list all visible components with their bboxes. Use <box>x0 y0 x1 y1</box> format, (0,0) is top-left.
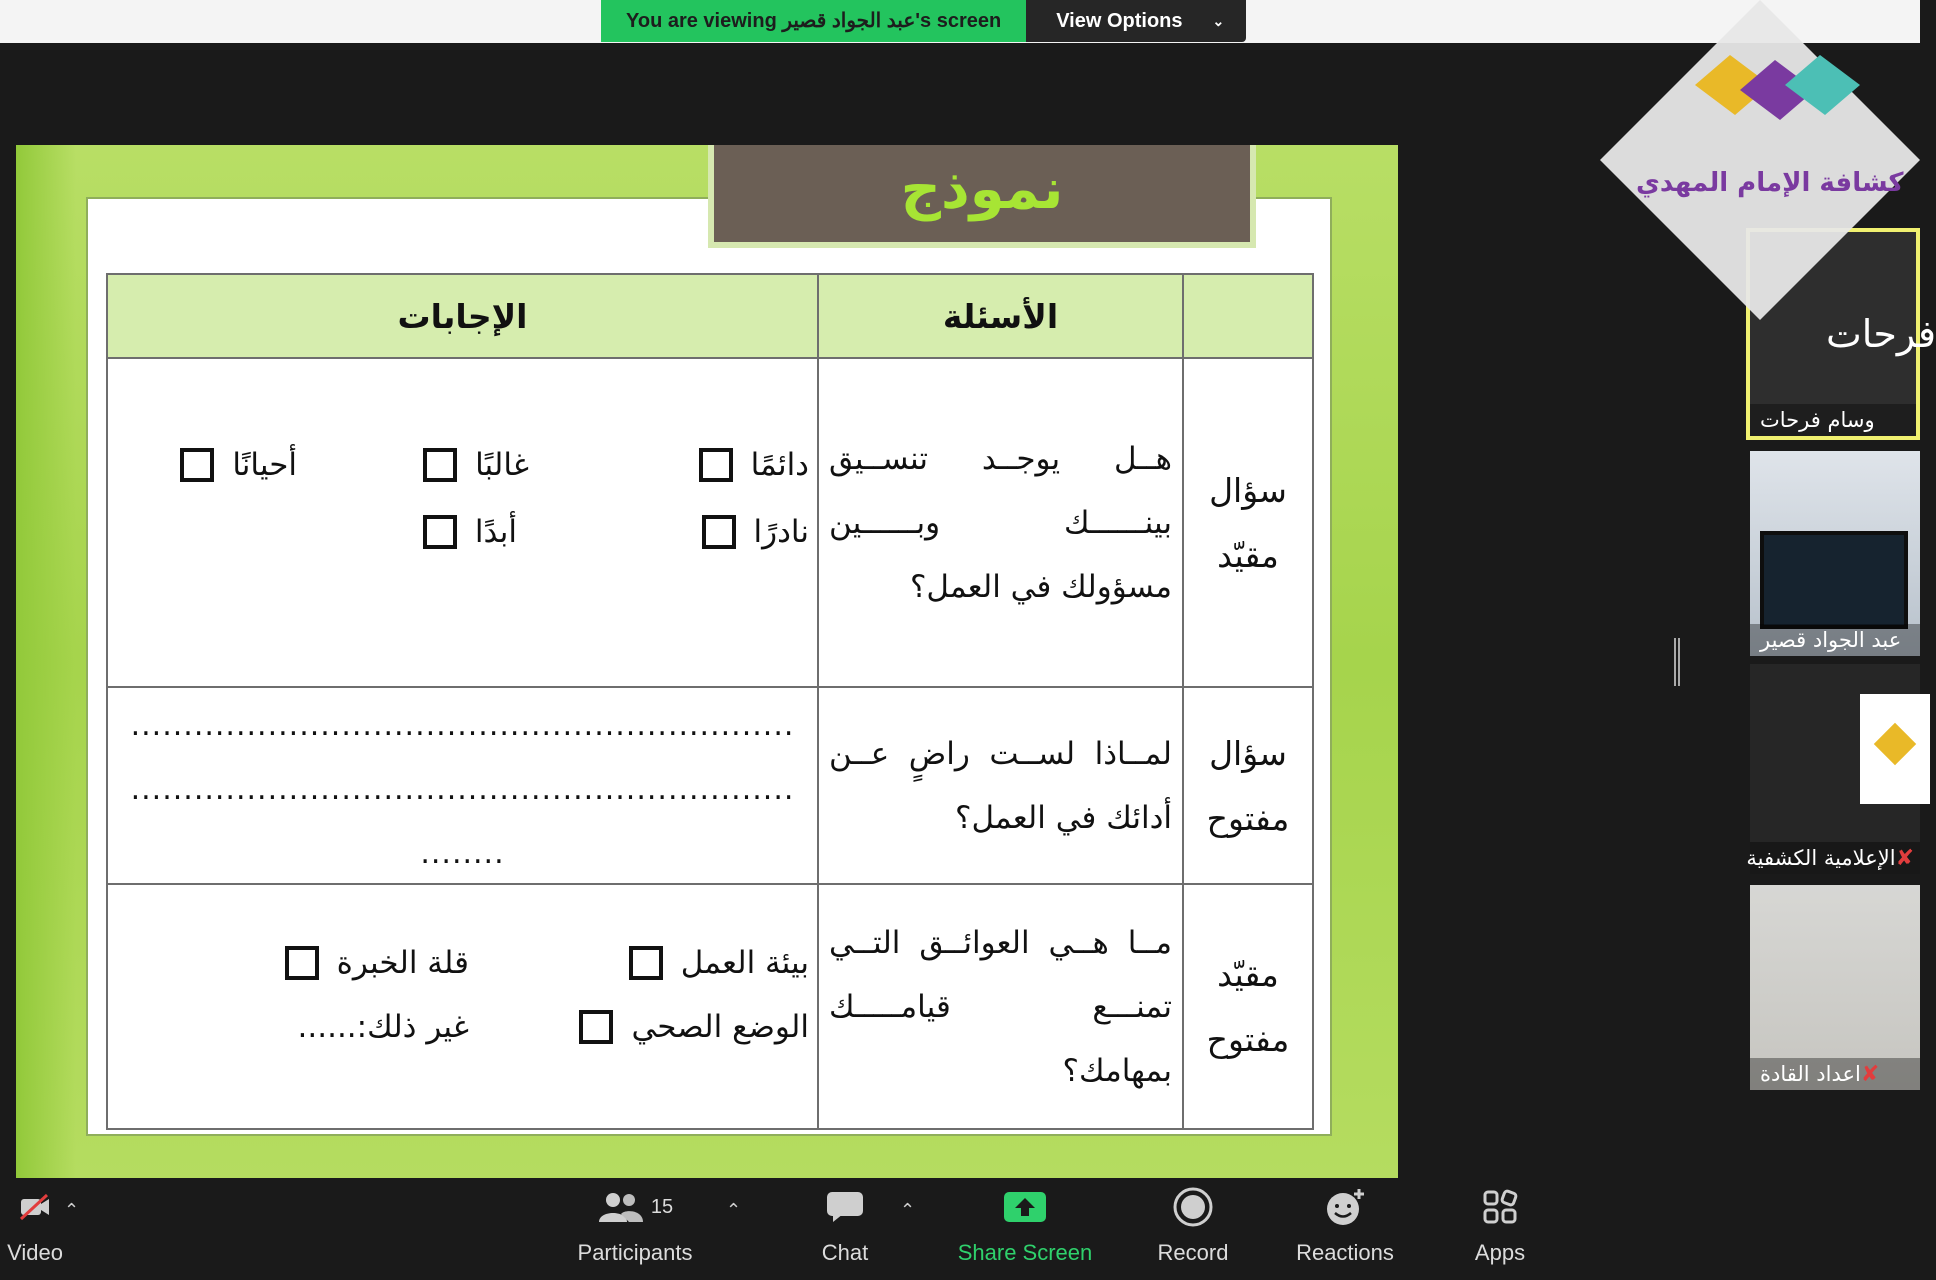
option-label: دائمًا <box>750 447 809 483</box>
screen-share-banner <box>601 0 1246 42</box>
question-line: لمــاذا لســت راضٍ عــن <box>829 735 1172 772</box>
organization-logo-text: كشافة الإمام المهدي <box>1636 168 1904 198</box>
record-button[interactable] <box>1148 1178 1238 1280</box>
option-label: نادرًا <box>753 514 809 550</box>
view-options-label: View Options <box>1056 10 1183 32</box>
record-label: Record <box>1157 1240 1229 1265</box>
reactions-button[interactable] <box>1285 1178 1405 1280</box>
header-questions: الأسئلة <box>818 274 1183 358</box>
chat-label: Chat <box>821 1240 869 1265</box>
participants-options-caret-icon[interactable]: ⌃ <box>726 1200 742 1221</box>
checkbox <box>702 515 736 549</box>
header-type <box>1183 274 1313 358</box>
participant-name: وسام فرحات <box>1750 404 1916 436</box>
video-button[interactable] <box>0 1178 70 1280</box>
option-always <box>699 447 809 483</box>
question-line: أدائك في العمل؟ <box>954 799 1172 836</box>
participants-icon-wrap <box>565 1178 705 1236</box>
participants-label: Participants <box>577 1240 693 1265</box>
video-options-caret-icon[interactable]: ⌃ <box>64 1200 80 1221</box>
record-icon <box>1148 1178 1238 1236</box>
tile-display-text: فرحات <box>1826 312 1936 356</box>
share-screen-icon <box>945 1178 1105 1236</box>
option-label: أبدًا <box>474 514 517 550</box>
option-label: بيئة العمل <box>680 945 809 981</box>
option-rarely <box>702 514 809 550</box>
answers-cell <box>107 358 818 687</box>
option-label: الوضع الصحي <box>631 1009 809 1045</box>
question-line: مــا هــي العوائــق التــي <box>829 924 1172 961</box>
table-row <box>107 687 1313 884</box>
slide-title-box <box>708 145 1256 248</box>
question-type-line: مقيّد <box>1217 535 1279 575</box>
question-type-line: سؤال <box>1209 470 1287 510</box>
question-line: هــل يوجــد تنســيق <box>829 440 1172 477</box>
panel-resize-handle[interactable] <box>1674 638 1680 686</box>
question-type-line: مفتوح <box>1206 1019 1290 1059</box>
video-tile[interactable] <box>1750 885 1920 1090</box>
checkbox <box>285 946 319 980</box>
participant-name: اعداد القادة <box>1760 1062 1861 1086</box>
question-type-cell <box>1183 687 1313 884</box>
question-type-cell <box>1183 884 1313 1129</box>
organization-logo <box>1600 0 1920 300</box>
participant-video <box>1760 531 1908 629</box>
mic-muted-icon: ✘ <box>1860 1062 1880 1087</box>
share-screen-button[interactable] <box>945 1178 1105 1280</box>
apps-label: Apps <box>1474 1240 1526 1265</box>
checkbox <box>629 946 663 980</box>
slide-title: نموذج <box>900 157 1064 222</box>
option-label: غير ذلك:...... <box>297 1009 469 1045</box>
logo-diamond-icon <box>1590 0 1930 330</box>
option-often <box>423 447 529 483</box>
option-never <box>423 514 517 550</box>
participant-name-bar <box>1746 842 1920 874</box>
question-line: بينــــــك وبــــــين <box>829 504 1172 541</box>
apps-icon <box>1460 1178 1540 1236</box>
chevron-down-icon: ⌄ <box>1212 13 1225 29</box>
answer-dots-line: ........ <box>420 836 505 871</box>
option-label: قلة الخبرة <box>336 945 469 981</box>
share-screen-label: Share Screen <box>957 1240 1093 1265</box>
apps-button[interactable] <box>1460 1178 1540 1280</box>
question-cell <box>818 884 1183 1129</box>
view-options-button[interactable] <box>1026 0 1246 42</box>
question-line: مسؤولك في العمل؟ <box>909 568 1172 605</box>
question-cell <box>818 687 1183 884</box>
answer-dots-line: ............................................................... <box>130 772 795 807</box>
participants-button[interactable] <box>565 1178 705 1280</box>
chat-button[interactable] <box>800 1178 890 1280</box>
chat-options-caret-icon[interactable]: ⌃ <box>900 1200 916 1221</box>
table-row <box>107 884 1313 1129</box>
question-type-line: مفتوح <box>1206 798 1290 838</box>
option-work-environment <box>629 945 809 981</box>
checkbox <box>423 448 457 482</box>
header-answers: الإجابات <box>107 274 818 358</box>
participants-icon <box>597 1190 645 1224</box>
questionnaire-table <box>106 273 1314 1130</box>
checkbox <box>699 448 733 482</box>
participant-name: الإعلامية الكشفية <box>1746 846 1896 870</box>
mic-muted-icon: ✘ <box>1895 846 1914 871</box>
video-off-icon <box>0 1178 70 1236</box>
question-line: بمهامك؟ <box>1062 1052 1172 1089</box>
checkbox <box>579 1010 613 1044</box>
shared-slide <box>16 145 1398 1180</box>
question-type-cell <box>1183 358 1313 687</box>
participant-avatar-logo <box>1860 694 1930 804</box>
option-lack-of-experience <box>285 945 469 981</box>
participant-name: عبد الجواد قصير <box>1750 624 1920 656</box>
option-sometimes <box>180 447 297 483</box>
option-other <box>298 1009 469 1045</box>
question-type-line: مقيّد <box>1217 954 1279 994</box>
reactions-label: Reactions <box>1296 1240 1394 1265</box>
table-row <box>107 358 1313 687</box>
answers-cell <box>107 884 818 1129</box>
chat-icon <box>800 1178 890 1236</box>
video-tile[interactable] <box>1750 451 1920 656</box>
answers-cell <box>107 687 818 884</box>
question-cell <box>818 358 1183 687</box>
answer-dots-line: ............................................................... <box>130 708 795 743</box>
checkbox <box>423 515 457 549</box>
meeting-toolbar <box>0 1178 1920 1280</box>
participants-count: 15 <box>650 1195 674 1218</box>
option-label: أحيانًا <box>232 447 297 483</box>
question-line: تمنـــع قيامـــــك <box>829 988 1172 1025</box>
checkbox <box>180 448 214 482</box>
question-type-line: سؤال <box>1209 733 1287 773</box>
participant-name-bar <box>1750 1058 1920 1090</box>
option-label: غالبًا <box>475 447 529 483</box>
option-health <box>579 1009 809 1045</box>
video-tile[interactable] <box>1746 664 1920 874</box>
video-label: Video <box>7 1240 63 1265</box>
reactions-icon <box>1285 1178 1405 1236</box>
viewing-screen-label: You are viewing عبد الجواد قصير's screen <box>601 0 1026 42</box>
